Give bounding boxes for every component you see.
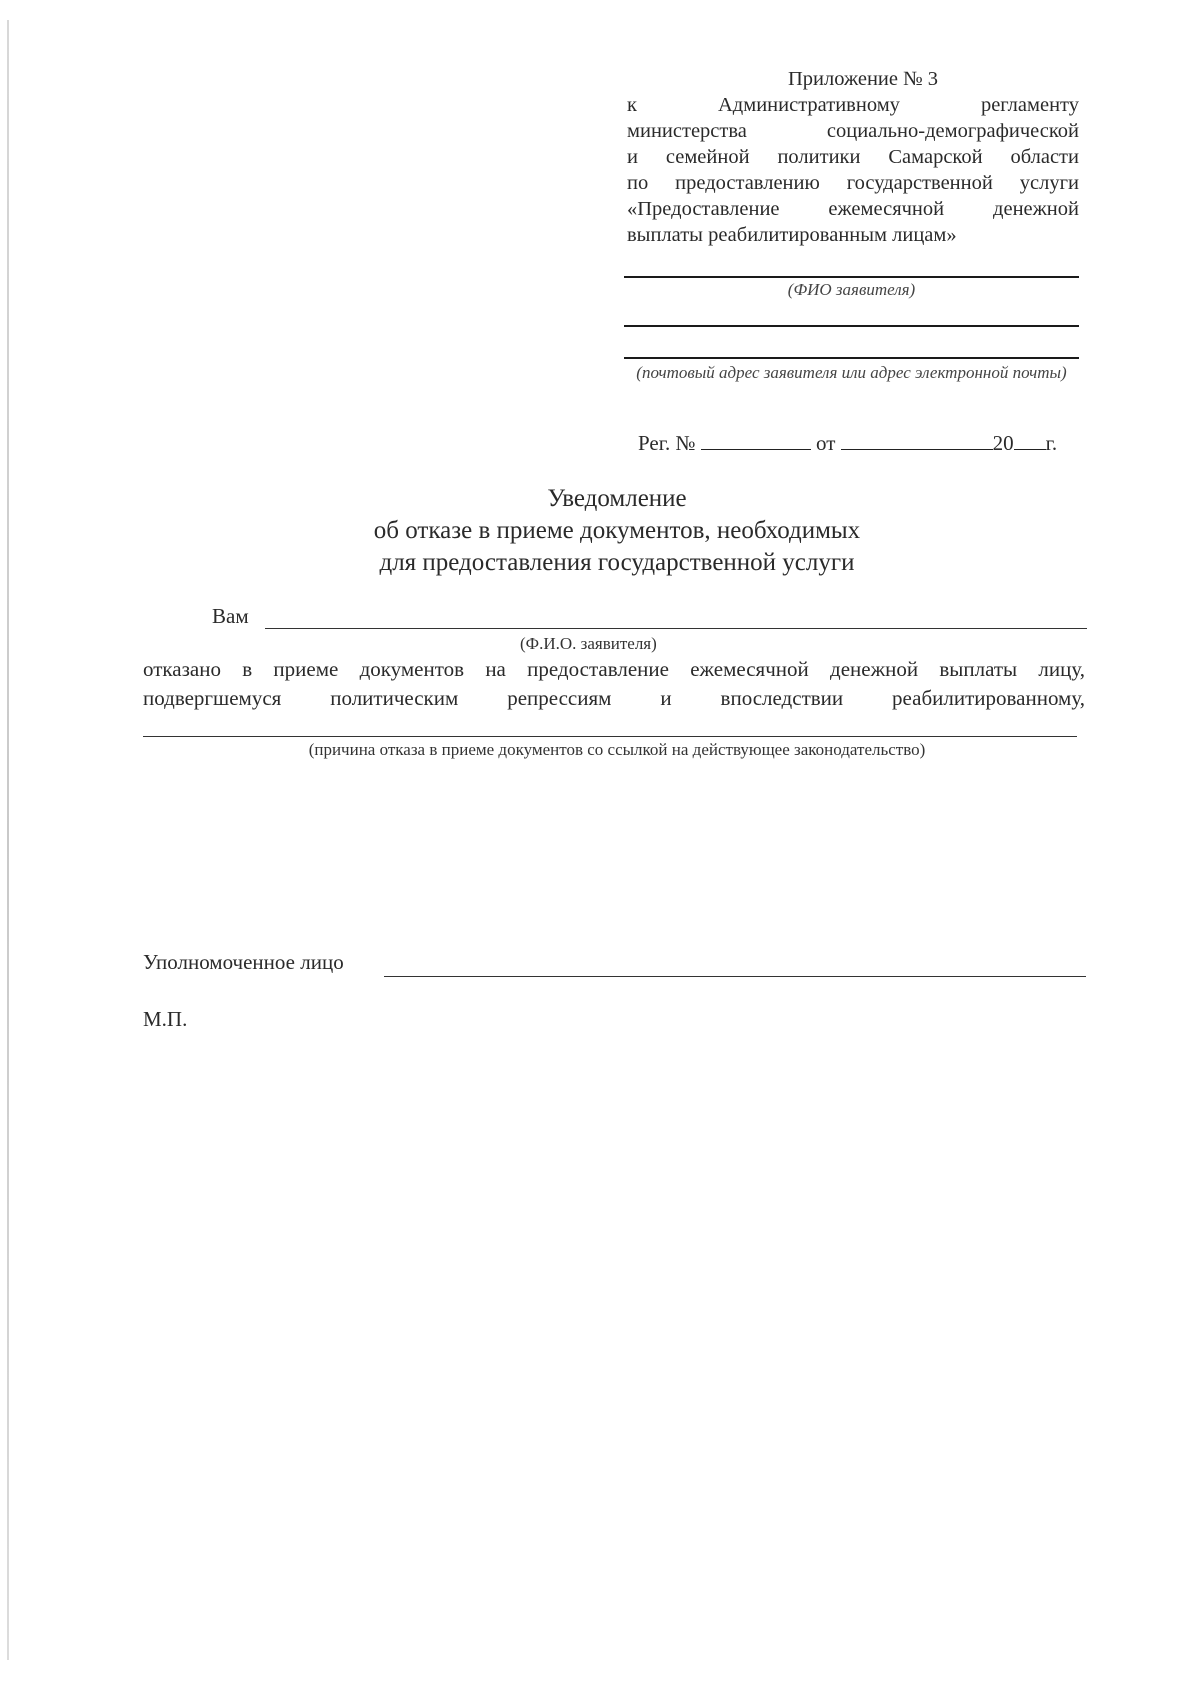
heading-title: Уведомление [547,485,687,512]
scan-edge [7,20,9,1660]
reg-number-label: Рег. № [638,431,696,455]
appendix-line: министерства социально-демографической [627,120,1079,142]
registration-line [638,431,1057,456]
reason-caption: (причина отказа в приеме документов со ссылкой на действующее законодательство) [308,740,926,759]
appendix-line: и семейной политики Самарской области [627,146,1079,168]
reg-date-blank [841,433,993,450]
recipient-name-caption: (Ф.И.О. заявителя) [520,634,657,653]
address-line-2 [624,357,1079,359]
authorized-person-label: Уполномоченное лицо [143,950,344,974]
reg-number-blank [701,433,811,450]
reg-year-blank [1014,433,1046,450]
reason-line [143,736,1077,737]
heading-line: для предоставления государственной услуги [379,549,855,576]
heading-line: об отказе в приеме документов, необходимых [373,517,861,544]
appendix-block [627,66,1079,248]
recipient-name-line [265,628,1087,629]
address-line-1 [624,325,1079,327]
signature-line [384,976,1086,977]
appendix-line: «Предоставление ежемесячной денежной [627,198,1079,220]
appendix-title: Приложение № 3 [787,68,939,90]
to-label: Вам [212,604,249,628]
applicant-name-caption: (ФИО заявителя) [787,280,916,299]
reg-year-suffix: г. [1045,431,1058,455]
appendix-line: по предоставлению государственной услуги [627,172,1079,194]
appendix-line: выплаты реабилитированным лицам» [627,224,957,246]
reg-year-prefix: 20 [992,431,1014,455]
body-line: подвергшемуся политическим репрессиям и впоследствии реабилитированному, [143,686,1085,710]
body-line: отказано в приеме документов на предоставление ежемесячной денежной выплаты лицу, [143,657,1085,681]
notice-body [143,655,1085,713]
address-caption: (почтовый адрес заявителя или адрес электронной почты) [636,363,1067,382]
stamp-label: М.П. [143,1007,188,1031]
document-heading [0,483,1200,579]
reg-date-label: от [816,431,836,455]
appendix-line: к Административному регламенту [627,94,1079,116]
applicant-name-line [624,276,1079,278]
